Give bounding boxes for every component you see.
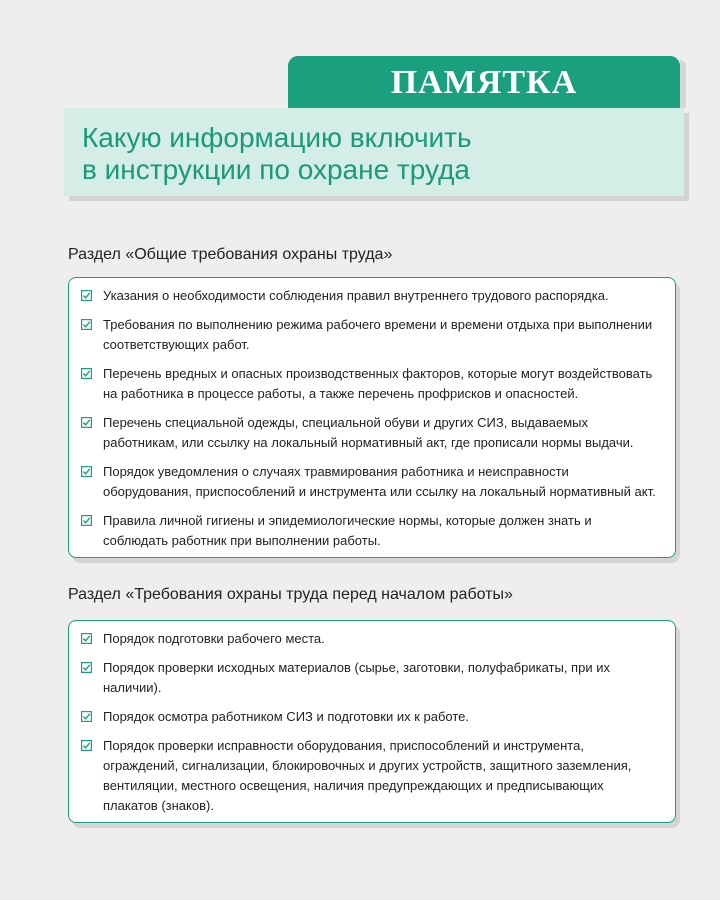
list-item <box>81 629 657 649</box>
list-item <box>81 364 657 404</box>
list-item-text: Порядок проверки исправности оборудования, приспособлений и инструмента, ограждений, сигнализации, блокировочных и других устройств, защитного заземления, вентиляции, местного освещения, наличия предупреждающих и предписывающих плакатов (знаков). <box>103 738 632 813</box>
checkbox-checked-icon <box>81 417 92 428</box>
section-card-general <box>68 277 676 558</box>
list-item-text: Порядок уведомления о случаях травмирования работника и неисправности оборудования, приспособлений и инструмента или ссылку на локальный нормативный акт. <box>103 464 656 499</box>
page-title-line-2: в инструкции по охране труда <box>82 154 470 185</box>
section-heading-before-work: Раздел «Требования охраны труда перед началом работы» <box>68 586 513 603</box>
checkbox-checked-icon <box>81 515 92 526</box>
memo-badge-shadow <box>680 60 686 108</box>
section-heading-general: Раздел «Общие требования охраны труда» <box>68 246 393 263</box>
checkbox-checked-icon <box>81 319 92 330</box>
list-item-text: Перечень вредных и опасных производственных факторов, которые могут воздействовать на работника в процессе работы, а также перечень профрисков и опасностей. <box>103 366 653 401</box>
list-item-text: Порядок осмотра работником СИЗ и подготовки их к работе. <box>103 709 470 724</box>
list-item-text: Указания о необходимости соблюдения правил внутреннего трудового распорядка. <box>103 288 609 303</box>
list-item-text: Порядок проверки исходных материалов (сырье, заготовки, полуфабрикаты, при их наличии). <box>103 660 610 695</box>
list-item <box>81 286 657 306</box>
list-item-text: Требования по выполнению режима рабочего времени и времени отдыха при выполнении соответствующих работ. <box>103 317 653 352</box>
memo-badge <box>288 56 680 108</box>
list-item <box>81 315 657 355</box>
checkbox-checked-icon <box>81 711 92 722</box>
page-title-line-1: Какую информацию включить <box>82 122 472 153</box>
list-item <box>81 658 657 698</box>
list-item <box>81 413 657 453</box>
list-item-text: Порядок подготовки рабочего места. <box>103 631 325 646</box>
checkbox-checked-icon <box>81 662 92 673</box>
list-item-text: Перечень специальной одежды, специальной обуви и других СИЗ, выдаваемых работникам, или ссылку на локальный нормативный акт, где прописали нормы выдачи. <box>103 415 634 450</box>
page-title <box>82 122 672 186</box>
list-item-text: Правила личной гигиены и эпидемиологические нормы, которые должен знать и соблюдать работник при выполнении работы. <box>103 513 592 548</box>
checkbox-checked-icon <box>81 466 92 477</box>
checkbox-checked-icon <box>81 290 92 301</box>
list-item <box>81 511 657 551</box>
checkbox-checked-icon <box>81 633 92 644</box>
section-card-before-work <box>68 620 676 823</box>
checkbox-checked-icon <box>81 368 92 379</box>
memo-badge-label: ПАМЯТКА <box>390 64 578 101</box>
checkbox-checked-icon <box>81 740 92 751</box>
list-item <box>81 462 657 502</box>
title-box <box>64 108 684 196</box>
list-item <box>81 736 657 816</box>
list-item <box>81 707 657 727</box>
